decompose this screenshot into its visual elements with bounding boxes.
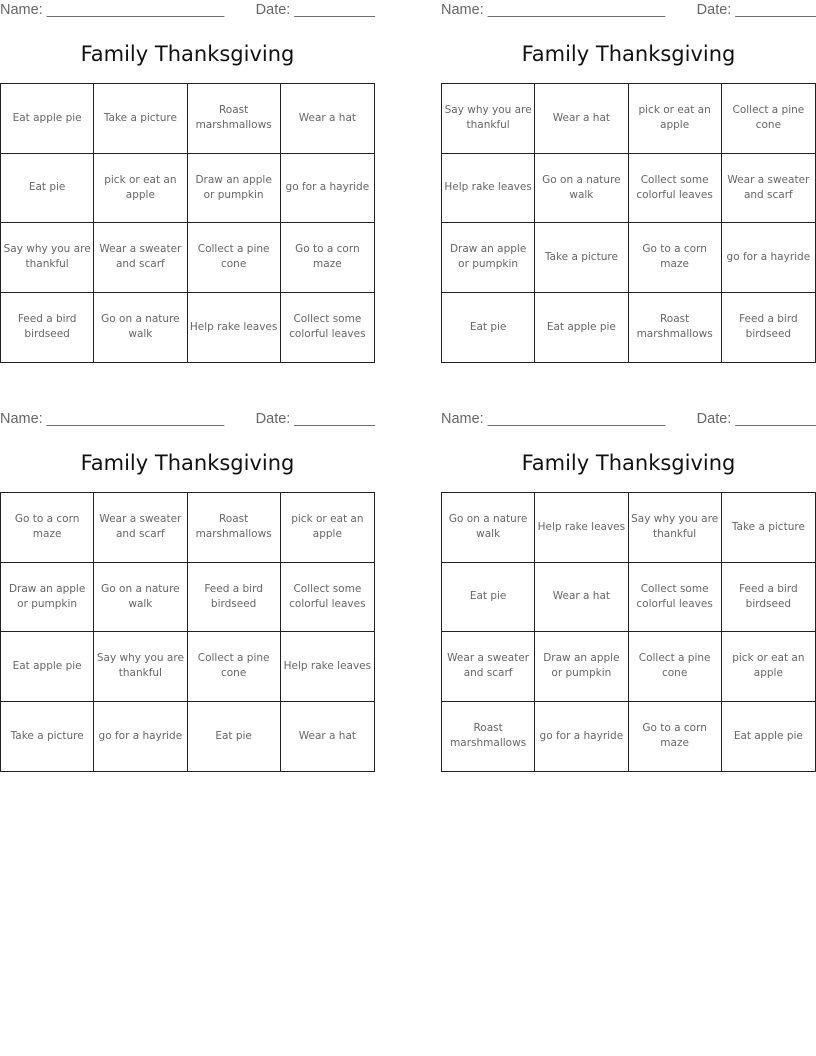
bingo-cell: Go on a nature walk (94, 293, 187, 363)
bingo-cell: Go to a corn maze (629, 702, 722, 772)
bingo-cell: Eat apple pie (1, 84, 94, 154)
bingo-cell: Roast marshmallows (629, 293, 722, 363)
card-title: Family Thanksgiving (80, 451, 295, 475)
bingo-cell: Collect some colorful leaves (281, 563, 374, 633)
bingo-cell: Feed a bird birdseed (188, 563, 281, 633)
bingo-cell: Eat apple pie (733, 729, 803, 742)
bingo-cell: Say why you are thankful (442, 84, 535, 154)
bingo-cell: Eat pie (1, 154, 94, 224)
bingo-card (0, 0, 375, 370)
bingo-cell: Wear a hat (535, 563, 628, 633)
bingo-cell: go for a hayride (722, 223, 815, 293)
bingo-cell: Help rake leaves (535, 493, 628, 563)
bingo-cell: Collect a pine cone (629, 632, 722, 702)
bingo-cell: Say why you are thankful (94, 632, 187, 702)
bingo-cell: Collect a pine cone (188, 632, 281, 702)
bingo-cell: Collect a pine cone (188, 223, 281, 293)
bingo-cell: Roast marshmallows (442, 702, 535, 772)
bingo-card (441, 0, 816, 370)
bingo-card (0, 409, 375, 779)
bingo-cell: Help rake leaves (188, 293, 281, 363)
bingo-cell: Help rake leaves (281, 632, 374, 702)
bingo-cell: Draw an apple or pumpkin (442, 223, 535, 293)
bingo-cell: Say why you are thankful (1, 223, 94, 293)
bingo-cell: Draw an apple or pumpkin (1, 563, 94, 633)
bingo-cell: Feed a bird birdseed (739, 313, 798, 341)
bingo-cell: Wear a hat (281, 84, 374, 154)
bingo-cell: pick or eat an apple (281, 493, 374, 563)
name-label: Name: ______________________ (441, 411, 666, 427)
name-label: Name: ______________________ (441, 2, 666, 18)
bingo-cell: Collect a pine cone (722, 84, 815, 154)
bingo-cell: Say why you are thankful (629, 493, 722, 563)
bingo-cell: go for a hayride (94, 702, 187, 772)
bingo-cell: Eat pie (442, 293, 535, 363)
bingo-cell: Take a picture (94, 84, 187, 154)
date-label: Date: __________ (255, 2, 375, 18)
bingo-cell: go for a hayride (535, 702, 628, 772)
bingo-cell: Feed a bird birdseed (1, 293, 94, 363)
name-date-line (0, 411, 375, 429)
bingo-cell: Go on a nature walk (94, 563, 187, 633)
bingo-cell: Wear a sweater and scarf (94, 223, 187, 293)
bingo-cell: Go on a nature walk (442, 493, 535, 563)
card-title: Family Thanksgiving (521, 451, 736, 475)
bingo-cell: pick or eat an apple (722, 632, 815, 702)
bingo-cell: Wear a hat (298, 729, 357, 742)
name-date-line (441, 2, 816, 20)
bingo-grid (0, 83, 375, 363)
bingo-cell: Take a picture (535, 223, 628, 293)
name-date-line (441, 411, 816, 429)
bingo-cell: Wear a sweater and scarf (94, 493, 187, 563)
date-label: Date: __________ (255, 411, 375, 427)
name-date-line (0, 2, 375, 20)
bingo-cell: Go on a nature walk (535, 154, 628, 224)
bingo-cell: Wear a hat (535, 84, 628, 154)
bingo-cell: Collect some colorful leaves (629, 563, 722, 633)
bingo-grid (441, 492, 816, 772)
bingo-cell: Draw an apple or pumpkin (188, 154, 281, 224)
bingo-cell: Collect some colorful leaves (289, 313, 366, 341)
date-label: Date: __________ (696, 2, 816, 18)
bingo-cell: Go to a corn maze (281, 223, 374, 293)
bingo-grid (0, 492, 375, 772)
bingo-cell: pick or eat an apple (629, 84, 722, 154)
bingo-cell: Take a picture (1, 702, 94, 772)
bingo-cell: Eat apple pie (1, 632, 94, 702)
bingo-cell: Eat apple pie (535, 293, 628, 363)
card-title: Family Thanksgiving (521, 42, 736, 66)
bingo-cell: Roast marshmallows (188, 84, 281, 154)
name-label: Name: ______________________ (0, 2, 225, 18)
card-title: Family Thanksgiving (80, 42, 295, 66)
bingo-cell: pick or eat an apple (94, 154, 187, 224)
bingo-cell: Feed a bird birdseed (722, 563, 815, 633)
bingo-cell: Collect some colorful leaves (629, 154, 722, 224)
bingo-cell: Help rake leaves (442, 154, 535, 224)
bingo-cell: Wear a sweater and scarf (442, 632, 535, 702)
bingo-cell: Take a picture (722, 493, 815, 563)
date-label: Date: __________ (696, 411, 816, 427)
bingo-card (441, 409, 816, 779)
bingo-cell: Roast marshmallows (188, 493, 281, 563)
bingo-cell: Eat pie (442, 563, 535, 633)
bingo-cell: Go to a corn maze (629, 223, 722, 293)
bingo-cell: go for a hayride (281, 154, 374, 224)
name-label: Name: ______________________ (0, 411, 225, 427)
bingo-grid (441, 83, 816, 363)
bingo-cell: Go to a corn maze (1, 493, 94, 563)
bingo-cell: Draw an apple or pumpkin (535, 632, 628, 702)
bingo-cell: Eat pie (188, 702, 281, 772)
bingo-cell: Wear a sweater and scarf (722, 154, 815, 224)
